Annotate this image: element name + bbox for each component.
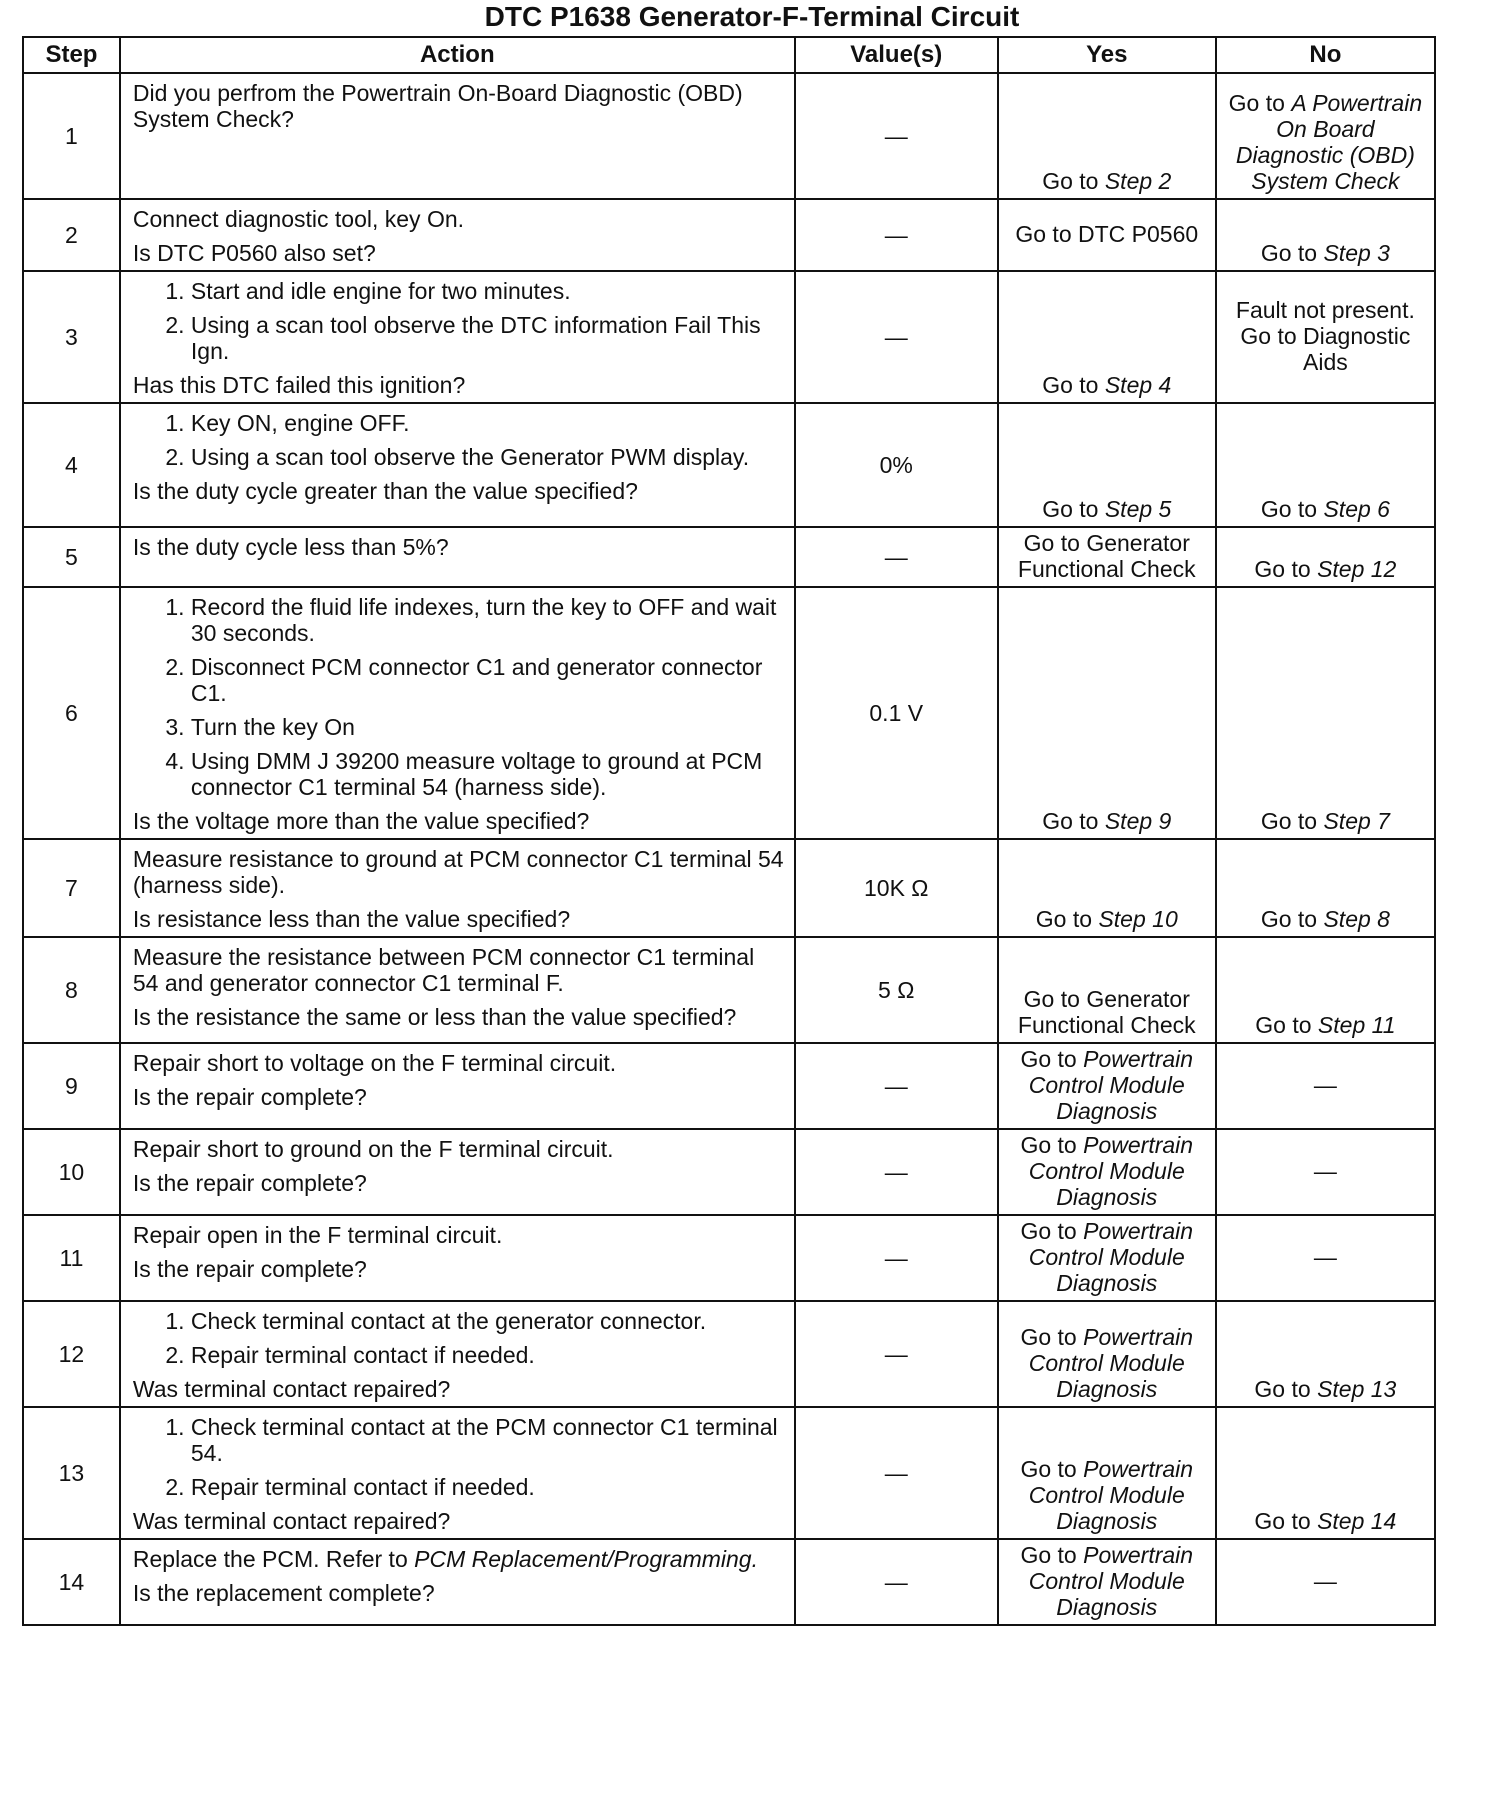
step-cell: 1 xyxy=(23,73,120,199)
action-text: Is the repair complete? xyxy=(132,1084,367,1110)
action-text xyxy=(133,1546,786,1572)
action-cell xyxy=(120,1129,795,1215)
no-cell xyxy=(1216,1301,1435,1407)
action-question: Has this DTC failed this ignition? xyxy=(132,372,466,398)
yes-cell xyxy=(998,1129,1216,1215)
action-cell xyxy=(120,527,795,587)
step-cell: 14 xyxy=(23,1539,120,1625)
no-cell xyxy=(1216,937,1435,1043)
yes-text: Go to xyxy=(1020,1542,1084,1568)
header-row xyxy=(23,37,1435,73)
no-cell xyxy=(1216,1215,1435,1301)
step-cell: 12 xyxy=(23,1301,120,1407)
no-text: Go to xyxy=(1228,90,1292,116)
no-text: Go to xyxy=(1260,808,1324,834)
no-text: Go to xyxy=(1255,1012,1318,1038)
value-cell: — xyxy=(795,527,998,587)
action-steps xyxy=(133,278,786,364)
no-cell xyxy=(1216,839,1435,937)
action-question: Is the voltage more than the value specified? xyxy=(132,808,590,834)
action-cell xyxy=(120,403,795,527)
step-cell: 5 xyxy=(23,527,120,587)
action-step: 4. Using DMM J 39200 measure voltage to ground at PCM connector C1 terminal 54 (harness side). xyxy=(191,748,786,800)
no-reference[interactable]: Step 6 xyxy=(1323,496,1390,522)
yes-reference[interactable]: Step 5 xyxy=(1104,496,1172,522)
yes-cell xyxy=(998,527,1216,587)
action-text: Did you perfrom the Powertrain On-Board Diagnostic (OBD) System Check? xyxy=(132,80,743,132)
action-question: Is the replacement complete? xyxy=(132,1580,435,1606)
yes-reference[interactable]: Powertrain Control Module Diagnosis xyxy=(1028,1456,1194,1534)
no-cell xyxy=(1216,1043,1435,1129)
action-step: 2. Using a scan tool observe the Generator PWM display. xyxy=(191,444,786,470)
header-yes: Yes xyxy=(998,37,1216,73)
action-cell xyxy=(120,937,795,1043)
header-no: No xyxy=(1216,37,1435,73)
table-row xyxy=(23,527,1435,587)
table-row xyxy=(23,1301,1435,1407)
step-cell: 11 xyxy=(23,1215,120,1301)
value-cell: 10K Ω xyxy=(795,839,998,937)
value-cell: — xyxy=(795,1215,998,1301)
step-cell: 7 xyxy=(23,839,120,937)
action-question: Was terminal contact repaired? xyxy=(132,1508,451,1534)
yes-reference[interactable]: Powertrain Control Module Diagnosis xyxy=(1028,1132,1194,1210)
yes-text: Go to xyxy=(1020,1046,1084,1072)
table-row xyxy=(23,1129,1435,1215)
action-reference[interactable]: PCM Replacement/Programming. xyxy=(414,1546,758,1572)
yes-text: Go to xyxy=(1042,168,1105,194)
table-row xyxy=(23,1043,1435,1129)
step-cell: 8 xyxy=(23,937,120,1043)
action-step: 3. Turn the key On xyxy=(191,714,786,740)
no-reference[interactable]: Step 13 xyxy=(1317,1376,1397,1402)
no-text: — xyxy=(1313,1158,1337,1184)
action-text: Repair open in the F terminal circuit. xyxy=(132,1222,503,1248)
step-cell: 3 xyxy=(23,271,120,403)
action-prefix: Replace the PCM. Refer to xyxy=(132,1546,415,1572)
yes-text: Go to xyxy=(1042,372,1105,398)
yes-cell xyxy=(998,839,1216,937)
yes-cell xyxy=(998,587,1216,839)
step-cell: 2 xyxy=(23,199,120,271)
yes-cell xyxy=(998,403,1216,527)
value-cell: 0% xyxy=(795,403,998,527)
action-step: 2. Disconnect PCM connector C1 and generator connector C1. xyxy=(191,654,786,706)
yes-cell xyxy=(998,73,1216,199)
action-cell xyxy=(120,1215,795,1301)
value-cell: — xyxy=(795,199,998,271)
table-row xyxy=(23,937,1435,1043)
action-cell xyxy=(120,199,795,271)
action-cell xyxy=(120,1301,795,1407)
no-text: Go to xyxy=(1260,906,1324,932)
no-text: — xyxy=(1313,1568,1337,1594)
table-row xyxy=(23,1407,1435,1539)
table-row xyxy=(23,271,1435,403)
table-row xyxy=(23,199,1435,271)
value-cell: — xyxy=(795,1129,998,1215)
no-cell xyxy=(1216,73,1435,199)
action-cell xyxy=(120,1043,795,1129)
step-cell: 9 xyxy=(23,1043,120,1129)
yes-text: Go to xyxy=(1042,496,1105,522)
action-steps xyxy=(133,594,786,800)
yes-reference[interactable]: Powertrain Control Module Diagnosis xyxy=(1028,1046,1194,1124)
action-text: Is DTC P0560 also set? xyxy=(132,240,376,266)
table-row xyxy=(23,587,1435,839)
yes-cell xyxy=(998,199,1216,271)
value-cell: — xyxy=(795,271,998,403)
action-cell xyxy=(120,73,795,199)
yes-text: Go to xyxy=(1020,1456,1084,1482)
value-cell: — xyxy=(795,1407,998,1539)
action-text: Is the repair complete? xyxy=(132,1256,367,1282)
yes-cell xyxy=(998,1407,1216,1539)
action-steps xyxy=(133,410,786,470)
header-action: Action xyxy=(120,37,795,73)
yes-reference[interactable]: Step 10 xyxy=(1098,906,1178,932)
no-reference[interactable]: Step 12 xyxy=(1317,556,1397,582)
yes-cell xyxy=(998,1215,1216,1301)
action-cell xyxy=(120,1407,795,1539)
action-question: Was terminal contact repaired? xyxy=(132,1376,451,1402)
action-cell xyxy=(120,271,795,403)
yes-cell xyxy=(998,271,1216,403)
action-text: Is the resistance the same or less than the value specified? xyxy=(132,1004,737,1030)
action-text: Is the repair complete? xyxy=(132,1170,367,1196)
value-cell: — xyxy=(795,1043,998,1129)
no-text: — xyxy=(1313,1072,1337,1098)
action-step: 2. Using a scan tool observe the DTC information Fail This Ign. xyxy=(191,312,786,364)
table-row xyxy=(23,1539,1435,1625)
table-row xyxy=(23,403,1435,527)
header-step: Step xyxy=(23,37,120,73)
no-cell xyxy=(1216,1407,1435,1539)
action-step: 1. Check terminal contact at the PCM connector C1 terminal 54. xyxy=(191,1414,786,1466)
action-cell xyxy=(120,1539,795,1625)
yes-text: Go to DTC P0560 xyxy=(1015,221,1199,247)
yes-cell xyxy=(998,1043,1216,1129)
action-text: Is resistance less than the value specified? xyxy=(132,906,571,932)
action-cell xyxy=(120,839,795,937)
action-step: 1. Check terminal contact at the generator connector. xyxy=(191,1308,786,1334)
table-row xyxy=(23,1215,1435,1301)
action-text: Repair short to ground on the F terminal circuit. xyxy=(132,1136,614,1162)
action-cell xyxy=(120,587,795,839)
no-text: Go to xyxy=(1254,556,1318,582)
yes-reference[interactable]: Step 9 xyxy=(1104,808,1172,834)
no-cell xyxy=(1216,1539,1435,1625)
no-cell xyxy=(1216,271,1435,403)
value-cell: — xyxy=(795,1539,998,1625)
yes-cell xyxy=(998,1539,1216,1625)
yes-text: Go to xyxy=(1020,1324,1084,1350)
action-step: 1. Start and idle engine for two minutes. xyxy=(191,278,786,304)
no-reference[interactable]: Step 11 xyxy=(1317,1012,1396,1038)
value-cell: 5 Ω xyxy=(795,937,998,1043)
yes-reference[interactable]: Powertrain Control Module Diagnosis xyxy=(1028,1324,1194,1402)
yes-text: Go to xyxy=(1042,808,1105,834)
yes-text: Go to Generator Functional Check xyxy=(1017,986,1196,1038)
no-text: Go to xyxy=(1254,1376,1318,1402)
action-step: 2. Repair terminal contact if needed. xyxy=(191,1342,786,1368)
document-title: DTC P1638 Generator-F-Terminal Circuit xyxy=(484,1,1020,32)
yes-reference[interactable]: Powertrain Control Module Diagnosis xyxy=(1028,1542,1194,1620)
action-text: Is the duty cycle less than 5%? xyxy=(132,534,449,560)
no-cell xyxy=(1216,403,1435,527)
action-question: Is the duty cycle greater than the value specified? xyxy=(132,478,638,504)
yes-text: Go to xyxy=(1020,1218,1084,1244)
yes-reference[interactable]: Step 2 xyxy=(1104,168,1172,194)
no-cell xyxy=(1216,199,1435,271)
no-reference[interactable]: A Powertrain On Board Diagnostic (OBD) System Check xyxy=(1235,90,1423,194)
no-text: Go to xyxy=(1260,496,1324,522)
no-text: Go to xyxy=(1254,1508,1318,1534)
yes-text: Go to Generator Functional Check xyxy=(1017,530,1196,582)
action-step: 2. Repair terminal contact if needed. xyxy=(191,1474,786,1500)
step-cell: 4 xyxy=(23,403,120,527)
no-text: Fault not present. Go to Diagnostic Aids xyxy=(1235,297,1415,375)
yes-text: Go to xyxy=(1020,1132,1084,1158)
no-reference[interactable]: Step 3 xyxy=(1323,240,1390,266)
value-cell: — xyxy=(795,1301,998,1407)
yes-cell xyxy=(998,937,1216,1043)
action-text: Measure the resistance between PCM connector C1 terminal 54 and generator connector C1 terminal F. xyxy=(132,944,755,996)
action-steps xyxy=(133,1308,786,1368)
action-steps xyxy=(133,1414,786,1500)
no-cell xyxy=(1216,527,1435,587)
action-text: Measure resistance to ground at PCM connector C1 terminal 54 (harness side). xyxy=(132,846,784,898)
value-cell: — xyxy=(795,73,998,199)
no-reference[interactable]: Step 14 xyxy=(1317,1508,1397,1534)
no-reference[interactable]: Step 7 xyxy=(1323,808,1390,834)
step-cell: 6 xyxy=(23,587,120,839)
no-text: — xyxy=(1313,1244,1337,1270)
yes-cell xyxy=(998,1301,1216,1407)
table-row xyxy=(23,73,1435,199)
yes-text: Go to xyxy=(1035,906,1099,932)
table-row xyxy=(23,839,1435,937)
no-cell xyxy=(1216,1129,1435,1215)
action-step: 1. Record the fluid life indexes, turn the key to OFF and wait 30 seconds. xyxy=(191,594,786,646)
yes-reference[interactable]: Powertrain Control Module Diagnosis xyxy=(1028,1218,1194,1296)
diagnostic-table xyxy=(22,36,1436,1626)
value-cell: 0.1 V xyxy=(795,587,998,839)
action-step: 1. Key ON, engine OFF. xyxy=(191,410,786,436)
step-cell: 13 xyxy=(23,1407,120,1539)
no-cell xyxy=(1216,587,1435,839)
action-text: Repair short to voltage on the F terminal circuit. xyxy=(132,1050,617,1076)
no-text: Go to xyxy=(1260,240,1324,266)
header-values: Value(s) xyxy=(795,37,998,73)
no-reference[interactable]: Step 8 xyxy=(1323,906,1390,932)
step-cell: 10 xyxy=(23,1129,120,1215)
action-text: Connect diagnostic tool, key On. xyxy=(132,206,465,232)
yes-reference[interactable]: Step 4 xyxy=(1104,372,1172,398)
